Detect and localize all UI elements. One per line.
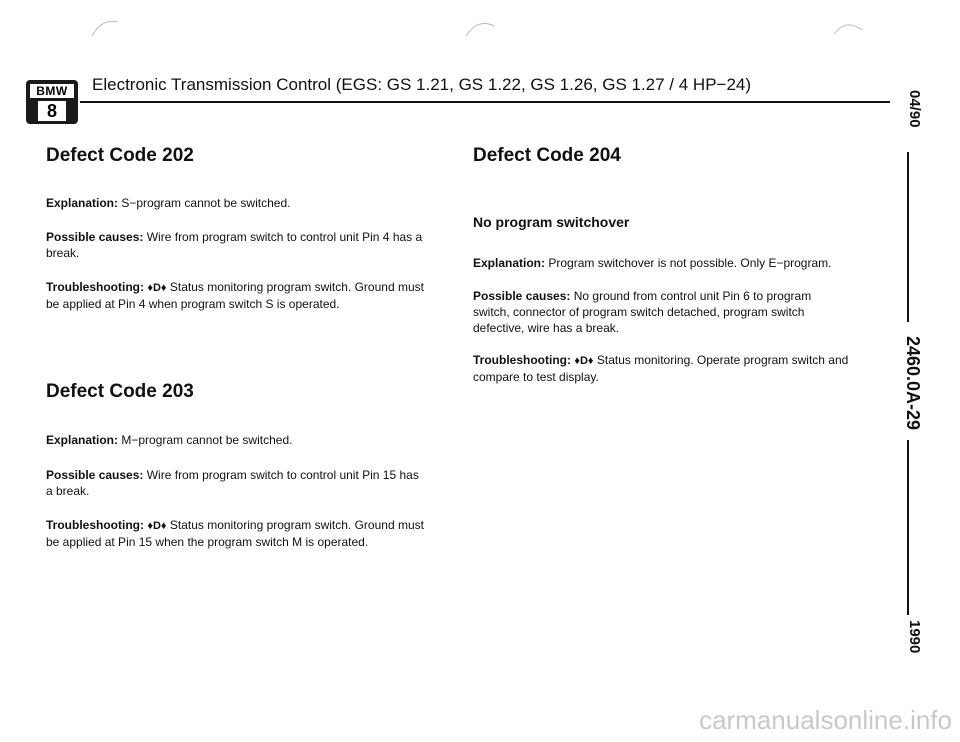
- defect-203-title: Defect Code 203: [46, 381, 194, 402]
- troubleshooting-text: Status monitoring program switch. Ground must be applied at Pin 15 when the program switch M is operated.: [46, 518, 424, 549]
- explanation-label: Explanation:: [473, 256, 546, 270]
- rail-year: 1990: [906, 620, 923, 654]
- rail-line-top: [907, 152, 909, 322]
- causes-label: Possible causes:: [473, 289, 571, 303]
- defect-203-causes: [46, 467, 424, 499]
- causes-label: Possible causes:: [46, 230, 144, 244]
- header-divider: [80, 101, 890, 103]
- bmw-8-logo: [26, 80, 78, 124]
- explanation-text: Program switchover is not possible. Only E−program.: [548, 256, 832, 270]
- defect-202-explanation: [46, 195, 426, 211]
- rail-doc-number: 2460.0A-29: [903, 336, 923, 431]
- defect-202-troubleshooting: [46, 279, 424, 312]
- explanation-label: Explanation:: [46, 433, 119, 447]
- defect-204-title: Defect Code 204: [473, 145, 621, 166]
- corner-mark-center: [462, 16, 502, 40]
- side-rail: [893, 90, 923, 690]
- corner-mark-right: [830, 16, 870, 40]
- diagnostic-symbol: ♦D♦: [147, 520, 167, 532]
- troubleshooting-text: Status monitoring program switch. Ground must be applied at Pin 4 when program switch S is operated.: [46, 280, 424, 311]
- troubleshooting-label: Troubleshooting:: [46, 518, 144, 532]
- defect-204-causes: [473, 288, 848, 336]
- explanation-text: M−program cannot be switched.: [121, 433, 293, 447]
- causes-label: Possible causes:: [46, 468, 144, 482]
- defect-203-troubleshooting: [46, 517, 424, 550]
- causes-text: Wire from program switch to control unit Pin 4 has a break.: [46, 230, 423, 260]
- troubleshooting-text: Status monitoring. Operate program switch and compare to test display.: [473, 353, 849, 384]
- defect-203-explanation: [46, 432, 426, 448]
- defect-204-subtitle: No program switchover: [473, 214, 630, 230]
- diagnostic-symbol: ♦D♦: [574, 355, 594, 367]
- corner-mark-left: [88, 16, 128, 40]
- logo-series-number: 8: [38, 101, 66, 121]
- troubleshooting-label: Troubleshooting:: [473, 353, 571, 367]
- page-header-title: Electronic Transmission Control (EGS: GS 1.21, GS 1.22, GS 1.26, GS 1.27 / 4 HP−24): [92, 75, 752, 94]
- causes-text: Wire from program switch to control unit Pin 15 has a break.: [46, 468, 419, 498]
- logo-brand-text: BMW: [30, 84, 74, 98]
- defect-204-troubleshooting: [473, 352, 863, 385]
- defect-202-causes: [46, 229, 424, 261]
- causes-text: No ground from control unit Pin 6 to program switch, connector of program switch detached, program switch defective, wire has a break.: [473, 289, 812, 335]
- watermark: carmanualsonline.info: [699, 705, 952, 735]
- explanation-text: S−program cannot be switched.: [121, 196, 291, 210]
- explanation-label: Explanation:: [46, 196, 119, 210]
- troubleshooting-label: Troubleshooting:: [46, 280, 144, 294]
- defect-204-explanation: [473, 255, 863, 271]
- defect-202-title: Defect Code 202: [46, 145, 194, 166]
- rail-date: 04/90: [906, 90, 923, 128]
- rail-line-bottom: [907, 440, 909, 615]
- diagnostic-symbol: ♦D♦: [147, 282, 167, 294]
